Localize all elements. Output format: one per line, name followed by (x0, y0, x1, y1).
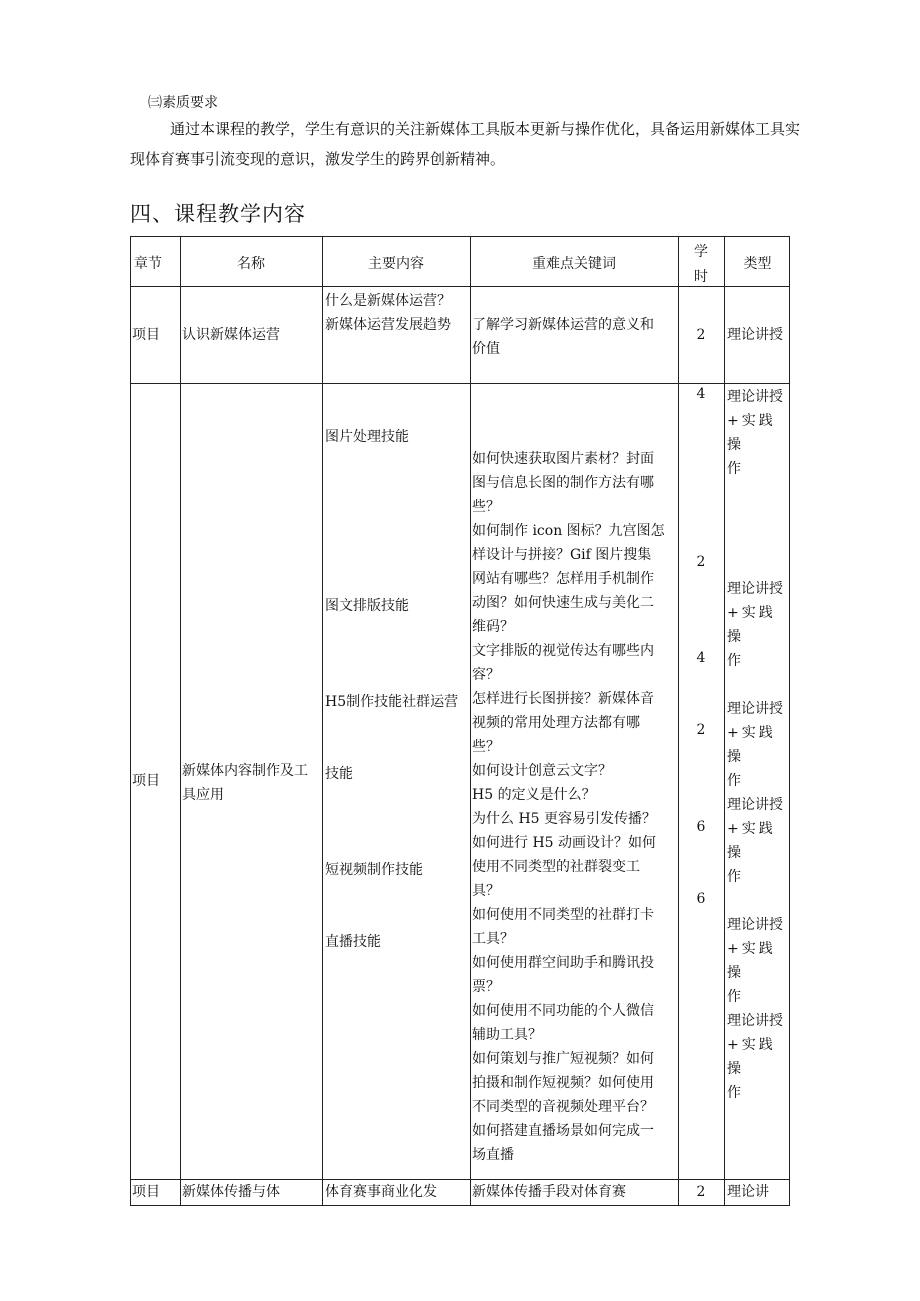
row2-hours: 6 (696, 819, 706, 835)
row2-keyword-line: 如何快速获取图片素材？封面 (472, 451, 654, 467)
row2-keyword-line: 不同类型的音视频处理平台？ (472, 1099, 654, 1115)
row2-type (727, 385, 789, 481)
row2-content-item: 短视频制作技能 (325, 862, 423, 878)
row2-hours: 4 (696, 650, 706, 666)
row2-keyword-line: 怎样进行长图拼接？新媒体音 (472, 691, 654, 707)
row2-keyword-line: 辅助工具？ (472, 1027, 542, 1043)
row2-chapter: 项目 (132, 773, 160, 789)
row2-keyword-line: 如何搭建直播场景如何完成一 (472, 1123, 654, 1139)
row3-hours: 2 (696, 1184, 706, 1200)
row2-keyword-line: 如何制作 icon 图标？九宫图怎 (472, 523, 665, 539)
row2-keyword-line: 如何进行 H5 动画设计？如何 (472, 835, 657, 851)
row2-keyword-line: 样设计与拼接？Gif 图片搜集 (472, 547, 652, 563)
row2-type-line: +实践操 (727, 605, 776, 645)
row2-hours: 2 (696, 554, 706, 570)
row2-type-line: +实践操 (727, 413, 776, 453)
row3-content: 体育赛事商业化发 (325, 1184, 437, 1200)
row2-keyword-line: 些？ (472, 739, 500, 755)
header-main-content: 主要内容 (368, 256, 424, 272)
row2-keywords (472, 447, 665, 1167)
sub-heading: ㈢素质要求 (148, 95, 218, 111)
row1-chapter: 项目 (132, 327, 160, 343)
row1-keywords (472, 313, 654, 361)
row2-keyword-line: 如何策划与推广短视频？如何 (472, 1051, 654, 1067)
row2-keyword-line: 具？ (472, 883, 500, 899)
row2-keyword-line: 如何设计创意云文字？ (472, 763, 612, 779)
row1-content-line: 什么是新媒体运营？ (325, 293, 451, 309)
row2-type-line: 作 (727, 773, 741, 789)
row2-type-line: 理论讲授 (727, 581, 783, 597)
row2-hours: 6 (696, 891, 706, 907)
row2-type-line: 理论讲授 (727, 1013, 783, 1029)
row2-name-line: 具应用 (182, 787, 224, 803)
row1-hours: 2 (696, 327, 706, 343)
row1-type: 理论讲授 (727, 327, 783, 343)
row2-type (727, 913, 789, 1009)
row2-keyword-line: H5 的定义是什么？ (472, 787, 596, 803)
row2-keyword-line: 如何使用不同类型的社群打卡 (472, 907, 654, 923)
intro-paragraph: 通过本课程的教学，学生有意识的关注新媒体工具版本更新与操作优化，具备运用新媒体工具实现体育赛事引流变现的意识，激发学生的跨界创新精神。 (130, 120, 801, 168)
row2-keyword-line: 网站有哪些？怎样用手机制作 (472, 571, 654, 587)
row2-type-line: +实践操 (727, 1037, 776, 1077)
row3-name: 新媒体传播与体 (182, 1184, 280, 1200)
row2-type-line: 作 (727, 989, 741, 1005)
row2-name (182, 759, 308, 807)
row1-name: 认识新媒体运营 (182, 327, 280, 343)
row2-keyword-line: 拍摄和制作短视频？如何使用 (472, 1075, 654, 1091)
row2-keyword-line: 些？ (472, 499, 500, 515)
row3-chapter: 项目 (132, 1184, 160, 1200)
row2-keyword-line: 视频的常用处理方法都有哪 (472, 715, 640, 731)
header-hours-1: 学 (694, 244, 708, 260)
row2-content-item: 图文排版技能 (325, 598, 409, 614)
header-keywords: 重难点关键词 (532, 256, 616, 272)
section-title: 四、课程教学内容 (130, 202, 306, 226)
row2-keyword-line: 动图？如何快速生成与美化二 (472, 595, 654, 611)
header-name: 名称 (237, 256, 265, 272)
row2-content-item: 技能 (325, 766, 353, 782)
row1-content-line: 新媒体运营发展趋势 (325, 317, 451, 333)
row2-type-line: 理论讲授 (727, 917, 783, 933)
row2-hours: 4 (696, 386, 706, 402)
row3-keywords: 新媒体传播手段对体育赛 (472, 1184, 626, 1200)
row1-keyword-line: 了解学习新媒体运营的意义和 (472, 317, 654, 333)
row2-type (727, 793, 789, 889)
row2-content-item: 图片处理技能 (325, 429, 409, 445)
header-type: 类型 (743, 256, 772, 272)
row2-type-line: 作 (727, 869, 741, 885)
row2-content-item: H5制作技能社群运营 (325, 694, 459, 710)
row2-name-line: 新媒体内容制作及工 (182, 763, 308, 779)
row2-keyword-line: 如何使用群空间助手和腾讯投 (472, 955, 654, 971)
row1-keyword-line: 价值 (472, 341, 500, 357)
row2-keyword-line: 文字排版的视觉传达有哪些内 (472, 643, 654, 659)
row2-keyword-line: 如何使用不同功能的个人微信 (472, 1003, 654, 1019)
row2-type-line: +实践操 (727, 941, 776, 981)
row2-type (727, 1009, 789, 1105)
row2-keyword-line: 票？ (472, 979, 500, 995)
header-hours-2: 时 (694, 269, 708, 285)
row2-keyword-line: 容？ (472, 667, 500, 683)
row2-content-item: 直播技能 (325, 934, 381, 950)
row2-keyword-line: 为什么 H5 更容易引发传播？ (472, 811, 657, 827)
row2-type-line: 作 (727, 1085, 741, 1101)
row2-type-line: 作 (727, 653, 741, 669)
row2-type-line: 理论讲授 (727, 797, 783, 813)
row2-keyword-line: 工具？ (472, 931, 514, 947)
row2-type (727, 577, 789, 673)
row2-keyword-line: 维码？ (472, 619, 514, 635)
header-chapter: 章节 (134, 256, 162, 272)
row2-type-line: 作 (727, 461, 741, 477)
row2-type-line: +实践操 (727, 821, 776, 861)
row2-type-line: 理论讲授 (727, 701, 783, 717)
row2-type-line: +实践操 (727, 725, 776, 765)
row2-keyword-line: 使用不同类型的社群裂变工 (472, 859, 640, 875)
row2-hours: 2 (696, 722, 706, 738)
row2-keyword-line: 图与信息长图的制作方法有哪 (472, 475, 654, 491)
row1-content (325, 289, 451, 337)
row2-type-line: 理论讲授 (727, 389, 783, 405)
row2-keyword-line: 场直播 (472, 1147, 514, 1163)
row3-type: 理论讲 (727, 1184, 769, 1200)
course-content-table (130, 236, 790, 1206)
row2-type (727, 697, 789, 793)
